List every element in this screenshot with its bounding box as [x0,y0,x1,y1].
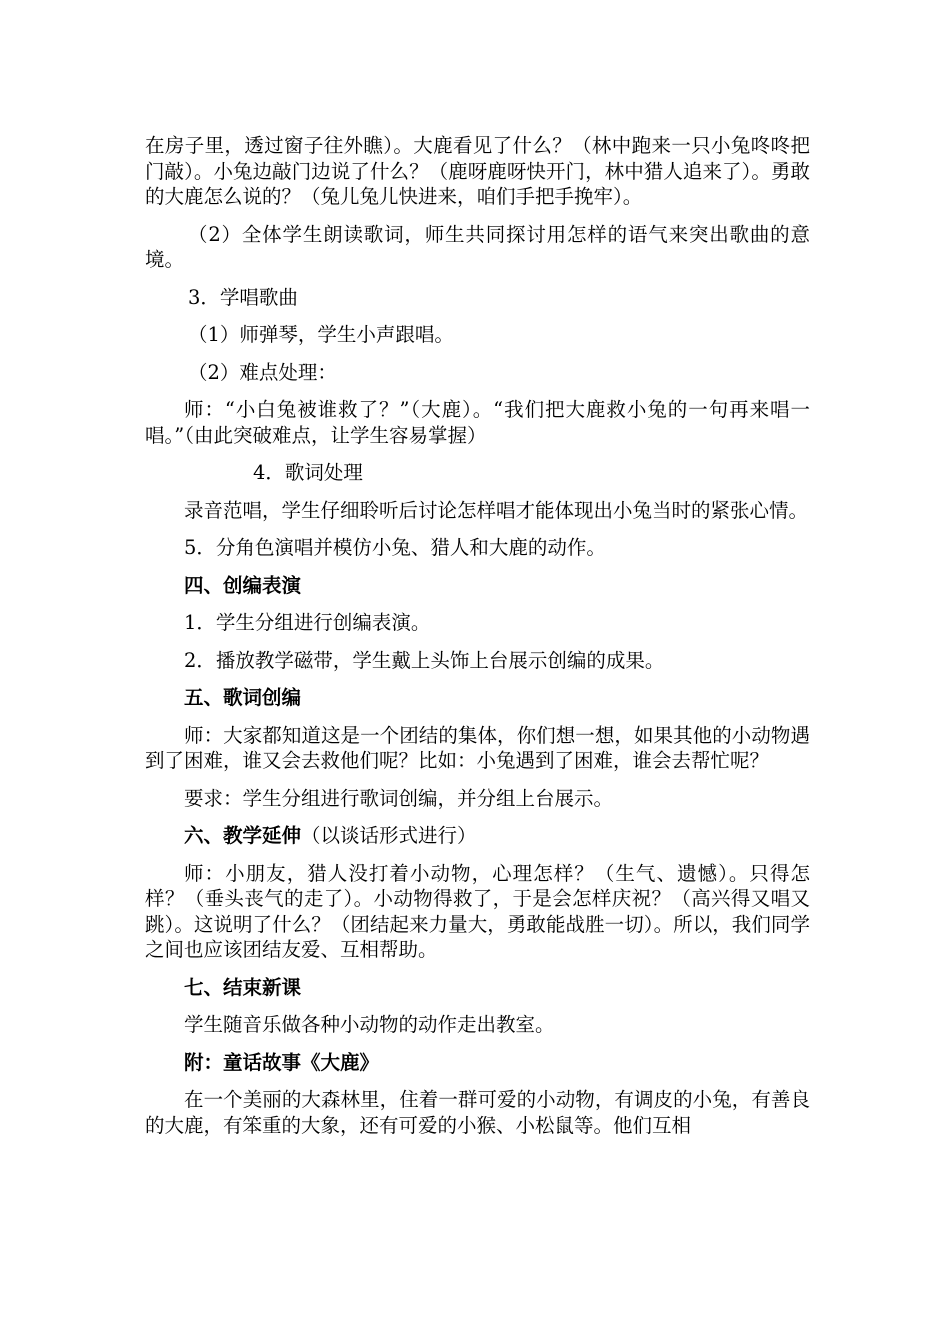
paragraph: （2）全体学生朗读歌词，师生共同探讨用怎样的语气来突出歌曲的意境。 [145,222,810,271]
section-heading [145,823,810,849]
paragraph: 在一个美丽的大森林里，住着一群可爱的小动物，有调皮的小兔，有善良的大鹿，有笨重的大象，还有可爱的小猴、小松鼠等。他们互相 [145,1088,810,1137]
document-body [145,133,810,1150]
section-heading: 七、结束新课 [184,975,302,999]
paragraph: 师：大家都知道这是一个团结的集体，你们想一想，如果其他的小动物遇到了困难，谁又会去救他们呢？比如：小兔遇到了困难，谁会去帮忙呢？ [145,723,810,772]
section-heading: 四、创编表演 [184,573,302,597]
section-heading: 五、歌词创编 [184,686,302,709]
paragraph: 录音范唱，学生仔细聆听后讨论怎样唱才能体现出小兔当时的紧张心情。 [184,498,809,522]
paragraph: 5．分角色演唱并模仿小兔、猎人和大鹿的动作。 [184,536,606,559]
paragraph: 2．播放教学磁带，学生戴上头饰上台展示创编的成果。 [184,648,665,672]
paragraph: （2）难点处理： [188,360,337,384]
section-heading-text: 六、教学延伸 [184,824,302,847]
paragraph: （1）师弹琴，学生小声跟唱。 [188,323,454,346]
paragraph: 要求：学生分组进行歌词创编，并分组上台展示。 [184,786,614,810]
section-heading-note: （以谈话形式进行） [301,824,477,847]
paragraph: 1．学生分组进行创编表演。 [184,611,431,634]
section-heading: 附：童话故事《大鹿》 [184,1050,380,1074]
paragraph: 3．学唱歌曲 [188,285,298,309]
paragraph: 学生随音乐做各种小动物的动作走出教室。 [184,1013,555,1036]
paragraph: 4．歌词处理 [253,461,363,484]
paragraph: 在房子里，透过窗子往外瞧）。大鹿看见了什么？（林中跑来一只小兔咚咚把门敲）。小兔边敲门边说了什么？（鹿呀鹿呀快开门，林中猎人追来了）。勇敢的大鹿怎么说的？（兔儿兔儿快进来，咱们手把手挽牢）。 [145,134,810,208]
paragraph: 师：小朋友，猎人没打着小动物，心理怎样？（生气、遗憾）。只得怎样？（垂头丧气的走了）。小动物得救了，于是会怎样庆祝？（高兴得又唱又跳）。这说明了什么？（团结起来力量大，勇敢能战胜一切）。所以，我们同学之间也应该团结友爱、互相帮助。 [145,861,810,961]
paragraph: 师：“小白兔被谁救了？”（大鹿）。“我们把大鹿救小兔的一句再来唱一唱。”（由此突破难点，让学生容易掌握） [145,398,810,447]
